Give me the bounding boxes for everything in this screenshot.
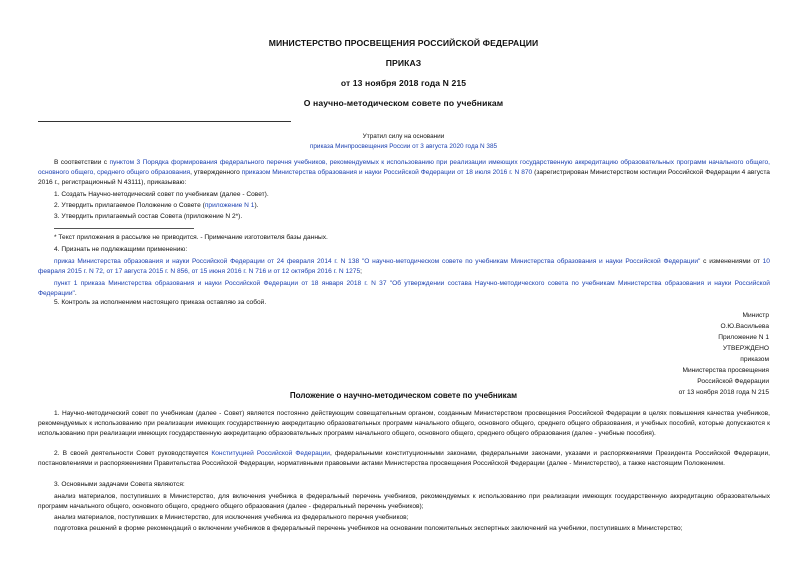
appendix-label: Приложение N 1 xyxy=(718,334,769,341)
regulation-para-3b: анализ материалов, поступивших в Министерство, для исключения учебника из федерального перечня учебников; xyxy=(54,514,409,521)
item-4-para-2: пункт 1 приказа Министерства образования и науки Российской Федерации от 18 января 2018 г. N 37 "Об утверждении состава Научно-методического совета по учебникам Министерства образования и науки Российской Федерации". xyxy=(38,280,770,297)
ministry-heading: МИНИСТЕРСТВО ПРОСВЕЩЕНИЯ РОССИЙСКОЙ ФЕДЕРАЦИИ xyxy=(268,38,539,48)
approved-ministry-1: Министерства просвещения xyxy=(682,367,769,374)
constitution-link[interactable]: Конституцией Российской Федерации xyxy=(211,450,330,457)
lost-force-link-line xyxy=(0,143,807,150)
regulation-para-2: 2. В своей деятельности Совет руководствуется Конституцией Российской Федерации, федеральными конституционными законами, федеральными законами, указами и распоряжениями Президента Российской Федерации, постановлениями и распоряжениями Правительства Российской Федерации, нормативными правовыми актами Министерства просвещения Российской Федерации (далее - Министерство), а также настоящим Положением. xyxy=(38,450,770,467)
order-138-link[interactable]: приказ Министерства образования и науки Российской Федерации от 24 февраля 2014 г. N 138 "О научно-методическом совете по учебникам Министерства образования и науки Российской Федерации" xyxy=(54,258,701,265)
signature-name: О.Ю.Васильева xyxy=(720,323,769,330)
regulation-para-3: 3. Основными задачами Совета являются: xyxy=(54,481,185,488)
order-870-link[interactable]: приказом Министерства образования и науки Российской Федерации от 18 июля 2016 г. N 870 xyxy=(241,169,533,176)
approved-label: УТВЕРЖДЕНО xyxy=(722,345,769,352)
item-5: 5. Контроль за исполнением настоящего приказа оставляю за собой. xyxy=(54,299,267,306)
lost-force-note: Утратил силу на основании xyxy=(362,133,445,140)
order-37-link[interactable]: пункт 1 приказа Министерства образования и науки Российской Федерации от 18 января 2018 г. N 37 "Об утверждении состава Научно-методического совета по учебникам Министерства образования и науки Российской Федерации" xyxy=(38,280,770,297)
regulation-para-3a: анализ материалов, поступивших в Министерство, для включения учебника в федеральный перечень учебников, рекомендуемых к использованию при реализации имеющих государственную аккредитацию образовательных программ начального общего, основного общего, среднего общего образования (далее - федеральный перечень учебников); xyxy=(38,493,770,510)
approved-ministry-2: Российской Федерации xyxy=(697,378,769,385)
approved-by: приказом xyxy=(740,356,769,363)
item-1: 1. Создать Научно-методический совет по учебникам (далее - Совет). xyxy=(54,191,269,198)
amendments-link[interactable]: 10 февраля 2015 г. N 72, от 17 августа 2015 г. N 856, от 15 июня 2016 г. N 716 и от 12 октября 2016 г. N 1275 xyxy=(38,258,770,275)
preamble-paragraph: В соответствии с пунктом 3 Порядка формирования федерального перечня учебников, рекомендуемых к использованию при реализации имеющих государственную аккредитацию образовательных программ начального общего, основного общего, среднего общего образования, утвержденного приказом Министерства образования и науки Российской Федерации от 18 июля 2016 г. N 870 (зарегистрирован Министерством юстиции Российской Федерации 4 августа 2016 г., регистрационный N 43111), приказываю: xyxy=(38,159,771,186)
item-3: 3. Утвердить прилагаемый состав Совета (приложение N 2*). xyxy=(54,213,243,220)
item-4-para-1: приказ Министерства образования и науки Российской Федерации от 24 февраля 2014 г. N 138 "О научно-методическом совете по учебникам Министерства образования и науки Российской Федерации" с изменениями от 10 февраля 2015 г. N 72, от 17 августа 2015 г. N 856, от 15 июня 2016 г. N 716 и от 12 октября 2016 г. N 1275; xyxy=(38,258,770,275)
regulation-para-3c: подготовка решений в форме рекомендаций о включении учебников в федеральный перечень учебников на основании положительных экспертных заключений на учебники, поступивших в Министерство; xyxy=(54,525,683,532)
regulation-title: Положение о научно-методическом совете по учебникам xyxy=(289,391,518,400)
lost-force-link[interactable]: приказа Минпросвещения России от 3 августа 2020 года N 385 xyxy=(309,143,498,150)
doc-type-heading: ПРИКАЗ xyxy=(385,58,422,68)
doc-subject: О научно-методическом совете по учебникам xyxy=(303,98,504,108)
item-4-title: 4. Признать не подлежащими применению: xyxy=(54,246,188,253)
doc-date-number: от 13 ноября 2018 года N 215 xyxy=(340,78,467,88)
appendix-1-link[interactable]: приложение N 1 xyxy=(204,202,255,209)
regulation-para-1: 1. Научно-методический совет по учебникам (далее - Совет) является постоянно действующим совещательным органом, созданным Министерством просвещения Российской Федерации в целях повышения качества учебников, рекомендуемых к использованию при реализации имеющих государственную аккредитацию образовательных программ начального общего, основного общего, среднего общего образования, и учебных пособий, которые допускаются к использованию при реализации имеющих государственную аккредитацию образовательных программ начального общего, основного общего, среднего общего образования (далее - учебные пособия). xyxy=(38,410,770,437)
item-2: 2. Утвердить прилагаемое Положение о Совете (приложение N 1). xyxy=(54,202,259,209)
header-rule xyxy=(38,121,291,122)
footnote-separator xyxy=(54,228,194,229)
procedure-link[interactable]: пунктом 3 Порядка формирования федерального перечня учебников, рекомендуемых к использованию при реализации имеющих государственную аккредитацию образовательных программ начального общего, основного общего, среднего общего образования xyxy=(38,159,771,176)
approved-date: от 13 ноября 2018 года N 215 xyxy=(678,389,769,396)
footnote: * Текст приложения в рассылке не приводится. - Примечание изготовителя базы данных. xyxy=(54,234,328,241)
signature-position: Министр xyxy=(742,312,769,319)
